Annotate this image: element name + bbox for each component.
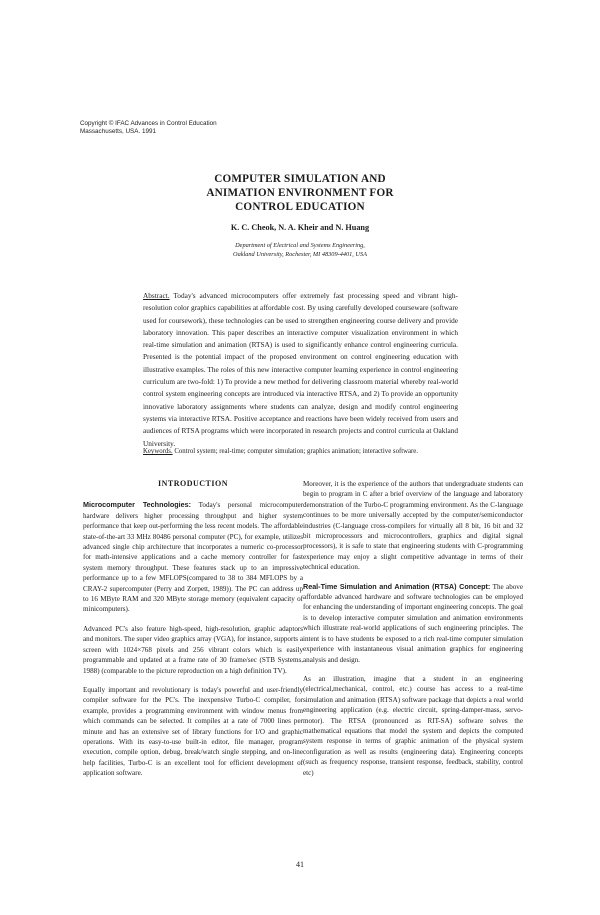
title-line-3: CONTROL EDUCATION [235,201,365,213]
authors: K. C. Cheok, N. A. Kheir and N. Huang [230,223,370,232]
copyright-notice [80,120,330,136]
keywords-text: Control system; real-time; computer simulation; graphics animation; interactive software. [174,448,419,455]
paragraph-graphics: Advanced PC's also feature high-speed, high-resolution, graphic adaptors and monitors. The super video graphics array (VGA), for instance, supports a screen with 1024×768 pixels and 256 vibrant colors which is easily programmable and updated at a frame rate of 30 frame/sec (STB Systems, 1988) (comparable to the picture reproduction on a high definition TV). [83,624,303,675]
title-line-2: ANIMATION ENVIRONMENT FOR [206,187,394,199]
right-column [303,479,523,787]
paragraph-c-language: Moreover, it is the experience of the authors that undergraduate students can begin to program in C after a brief overview of the language and laboratory demonstration of the Turbo-C programming environment. As the C-language continues to be more universally accepted by the computer/semiconductor industries (C-language cross-compilers for virtually all 8 bit, 16 bit and 32 bit microprocessors and microcontrollers, graphics and digital signal processors), it is safe to state that engineering students with C-programming experience may enjoy a slight competitive advantage in terms of their technical education. [303,480,523,572]
paragraph-microcomputer [83,500,303,614]
paper-title [150,172,450,214]
title-line-1: COMPUTER SIMULATION AND [214,173,386,185]
run-in-heading: Microcomputer Technologies: [83,500,192,510]
paragraph-illustration: As an illustration, imagine that a student in an engineering (electrical,mechanical, control, etc.) course has access to a real-time simulation and animation (RTSA) software package that depicts a real world engineering application (e.g. electric circuit, spring-damper-mass, servo-motor). The RTSA (pronounced as RIT-SA) software solves the mathematical equations that model the system and depicts the computed system response in terms of graphic animation of the physical system configuration as well as results (engineering data). Engineering concepts (such as frequency response, transient response, feedback, stability, control etc) [303,674,523,777]
abstract-text: Today's advanced microcomputers offer extremely fast processing speed and vibrant high-resolution color graphics capabilities at affordable cost. By using carefully developed courseware (software used for coursework), these technologies can be used to strengthen engineering course delivery and provide laboratory innovation. This paper describes an interactive computer visualization environment in which real-time simulation and animation (RTSA) is used to significantly enhance control engineering curricula. Presented is the potential impact of the proposed environment on control engineering education with illustrative examples. The roles of this new interactive computer learning experience in control engineering curriculum are two-fold: 1) To provide a new method for delivering classroom material whereby real-world control system engineering concepts are introduced via interactive RTSA, and 2) To provide an opportunity innovative laboratory assignments where students can analyze, design and modify control engineering systems via interactive RTSA. Positive acceptance and reactions have been widely received from users and audiences of RTSA programs which were incorporated in research projects and control curricula at Oakland University. [143,291,458,448]
keywords [143,447,458,457]
left-column [83,477,303,788]
page-number: 41 [296,860,304,869]
paragraph-rtsa-concept [303,582,523,665]
copyright-line: Copyright © IFAC Advances in Control Education [80,120,217,127]
section-heading-introduction: INTRODUCTION [157,479,228,488]
affiliation-department: Department of Electrical and Systems Engineering, [235,242,365,249]
paragraph-text: The above affordable advanced hardware and software technologies can be employed for enhancing the understanding of important engineering concepts. The goal is to develop interactive computer simulation and animation environments which illustrate real-world applications of such engineering principles. The intent is to have students be exposed to a rich real-time computer simulation experience with instantaneous visual animation graphics for engineering analysis and design. [303,582,523,664]
paragraph-compiler: Equally important and revolutionary is today's powerful and user-friendly compiler software for the PC's. The inexpensive Turbo-C compiler, for example, provides a programming environment with window menus from which commands can be selected. It compiles at a rate of 7000 lines per minute and has an extensive set of library functions for I/O and graphic operations. With its easy-to-use built-in editor, file manager, program execution, compile option, debug, break/watch single stepping, and on-line help facilities, Turbo-C is an excellent tool for efficient development of application software. [83,685,303,778]
paragraph-text: Today's personal microcomputer hardware delivers higher processing throughput and higher system performance that keep out-performing the less recent models. The affordable state-of-the-art 33 MHz 80486 personal computer (PC), for example, utilizes advanced single chip architecture that incorporates a numeric co-processor for math-intensive applications and a cache memory controller for fast system memory throughput. These features stack up to an impressive performance up to a few MFLOPS(compared to 38 to 384 MFLOPS by a CRAY-2 supercomputer (Perry and Zorpett, 1989)). The PC can address up to 16 MByte RAM and 320 MByte storage memory (equivalent capacity of minicomputers). [83,501,303,614]
copyright-location: Massachusetts, USA. 1991 [80,128,156,135]
abstract-label: Abstract. [143,291,170,300]
affiliation [150,241,450,259]
affiliation-address: Oakland University, Rochester, MI 48309-4401, USA [233,251,367,258]
keywords-label: Keywords. [143,448,173,455]
abstract [143,290,458,450]
run-in-heading: Real-Time Simulation and Animation (RTSA) Concept: [303,581,491,591]
